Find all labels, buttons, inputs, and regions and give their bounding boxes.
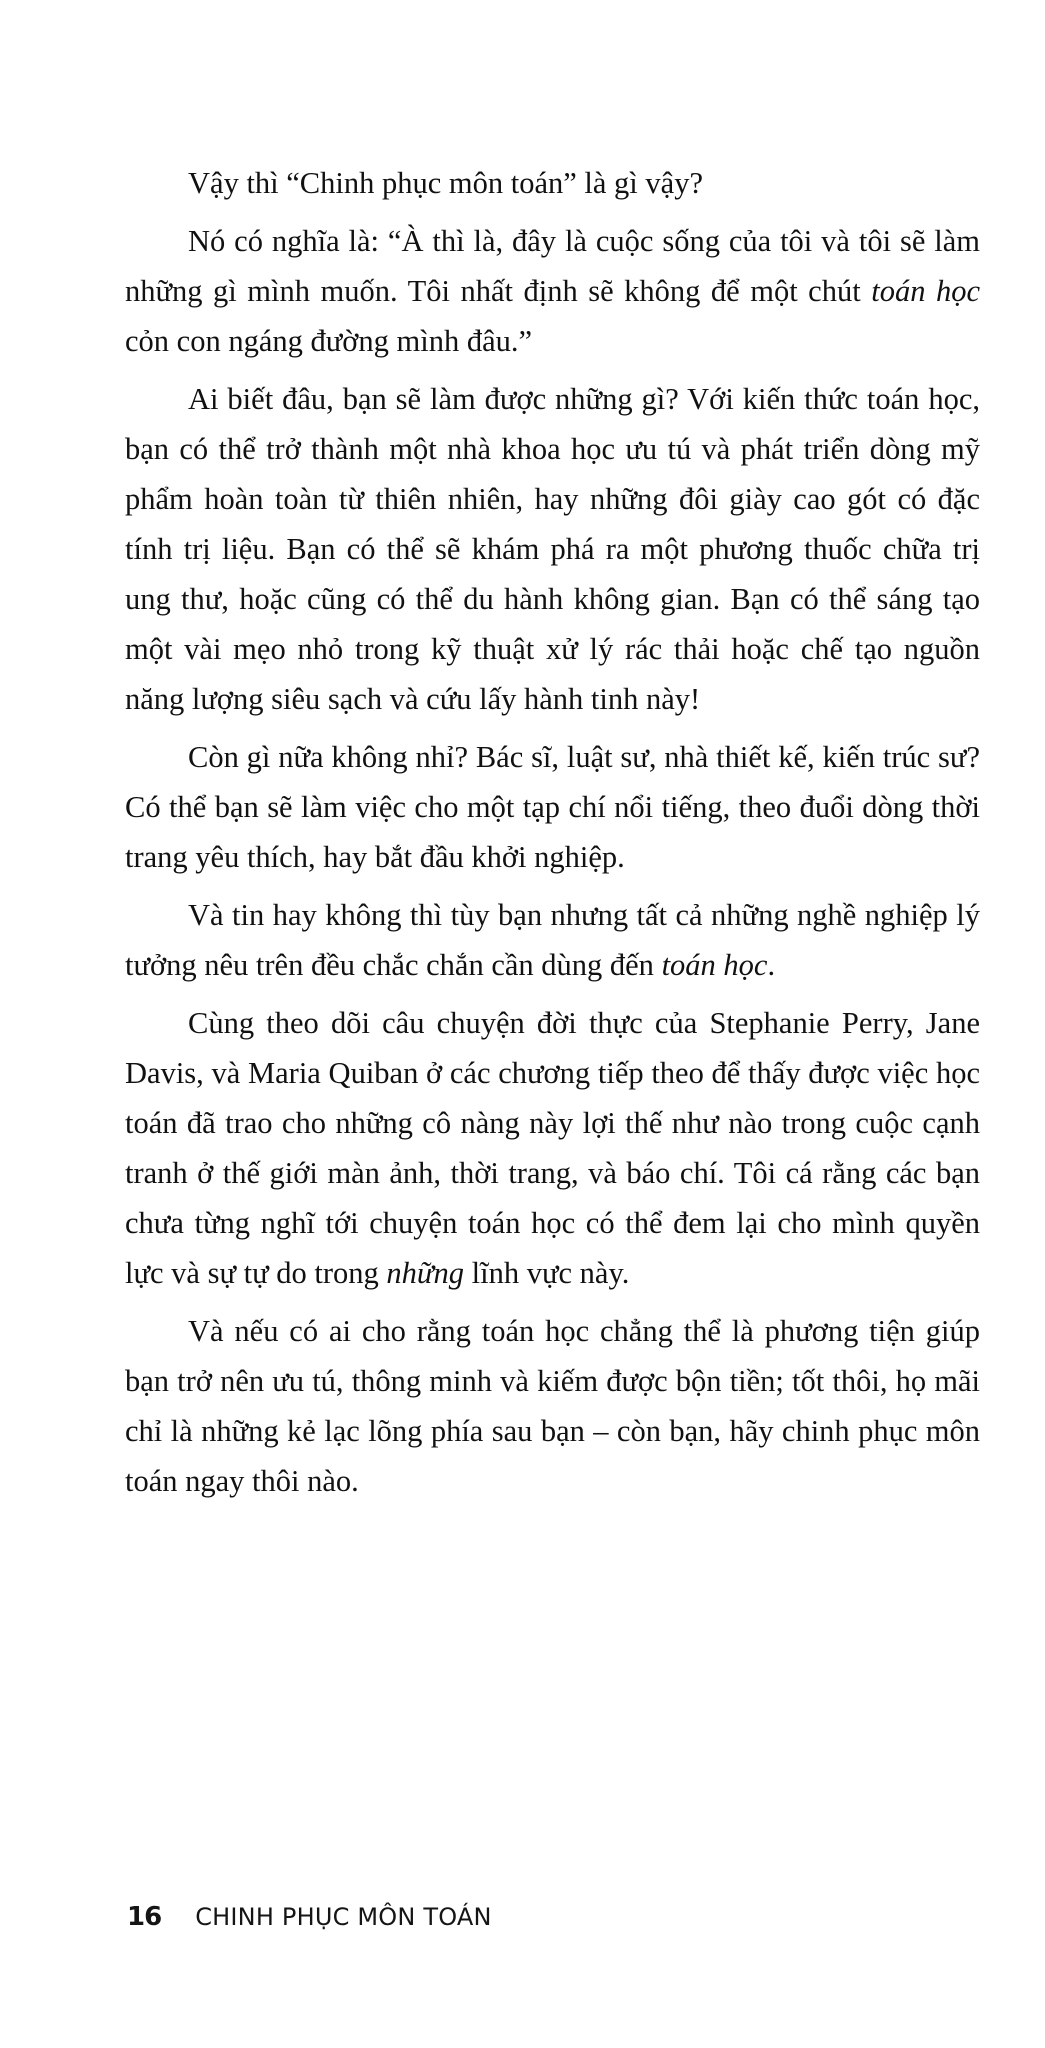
text-run: lĩnh vực này.	[464, 1256, 630, 1290]
paragraph	[125, 1306, 980, 1506]
text-run: cỏn con ngáng đường mình đâu.”	[125, 324, 533, 358]
text-run: Cùng theo dõi câu chuyện đời thực của Stephanie Perry, Jane Davis, và Maria Quiban ở các chương tiếp theo để thấy được việc học toán đã trao cho những cô nàng này lợi thế như nào trong cuộc cạnh tranh ở thế giới màn ảnh, thời trang, và báo chí. Tôi cá rằng các bạn chưa từng nghĩ tới chuyện toán học có thể đem lại cho mình quyền lực và sự tự do trong	[125, 1006, 980, 1290]
text-run: Và tin hay không thì tùy bạn nhưng tất cả những nghề nghiệp lý tưởng nêu trên đều chắc chắn cần dùng đến	[125, 898, 980, 982]
page-number: 16	[127, 1902, 162, 1932]
italic-text-run: toán học	[871, 274, 980, 308]
text-run: Và nếu có ai cho rằng toán học chẳng thể là phương tiện giúp bạn trở nên ưu tú, thông minh và kiếm được bộn tiền; tốt thôi, họ mãi chỉ là những kẻ lạc lõng phía sau bạn – còn bạn, hãy chinh phục môn toán ngay thôi nào.	[125, 1314, 980, 1498]
italic-text-run: toán học	[661, 948, 768, 982]
text-run: Vậy thì “Chinh phục môn toán” là gì vậy?	[188, 166, 703, 200]
body-text	[125, 158, 980, 1514]
paragraph	[125, 158, 980, 208]
paragraph	[125, 216, 980, 366]
running-title: CHINH PHỤC MÔN TOÁN	[195, 1903, 492, 1931]
paragraph	[125, 732, 980, 882]
text-run: Nó có nghĩa là: “À thì là, đây là cuộc sống của tôi và tôi sẽ làm những gì mình muốn. Tôi nhất định sẽ không để một chút	[125, 224, 980, 308]
text-run: Ai biết đâu, bạn sẽ làm được những gì? Với kiến thức toán học, bạn có thể trở thành một nhà khoa học ưu tú và phát triển dòng mỹ phẩm hoàn toàn từ thiên nhiên, hay những đôi giày cao gót có đặc tính trị liệu. Bạn có thể sẽ khám phá ra một phương thuốc chữa trị ung thư, hoặc cũng có thể du hành không gian. Bạn có thể sáng tạo một vài mẹo nhỏ trong kỹ thuật xử lý rác thải hoặc chế tạo nguồn năng lượng siêu sạch và cứu lấy hành tinh này!	[125, 382, 980, 716]
paragraph	[125, 374, 980, 724]
paragraph	[125, 890, 980, 990]
italic-text-run: những	[386, 1256, 465, 1290]
text-run: .	[767, 948, 776, 982]
paragraph	[125, 998, 980, 1298]
page-footer	[127, 1897, 492, 1937]
text-run: Còn gì nữa không nhỉ? Bác sĩ, luật sư, nhà thiết kế, kiến trúc sư? Có thể bạn sẽ làm việc cho một tạp chí nổi tiếng, theo đuổi dòng thời trang yêu thích, hay bắt đầu khởi nghiệp.	[125, 740, 980, 874]
